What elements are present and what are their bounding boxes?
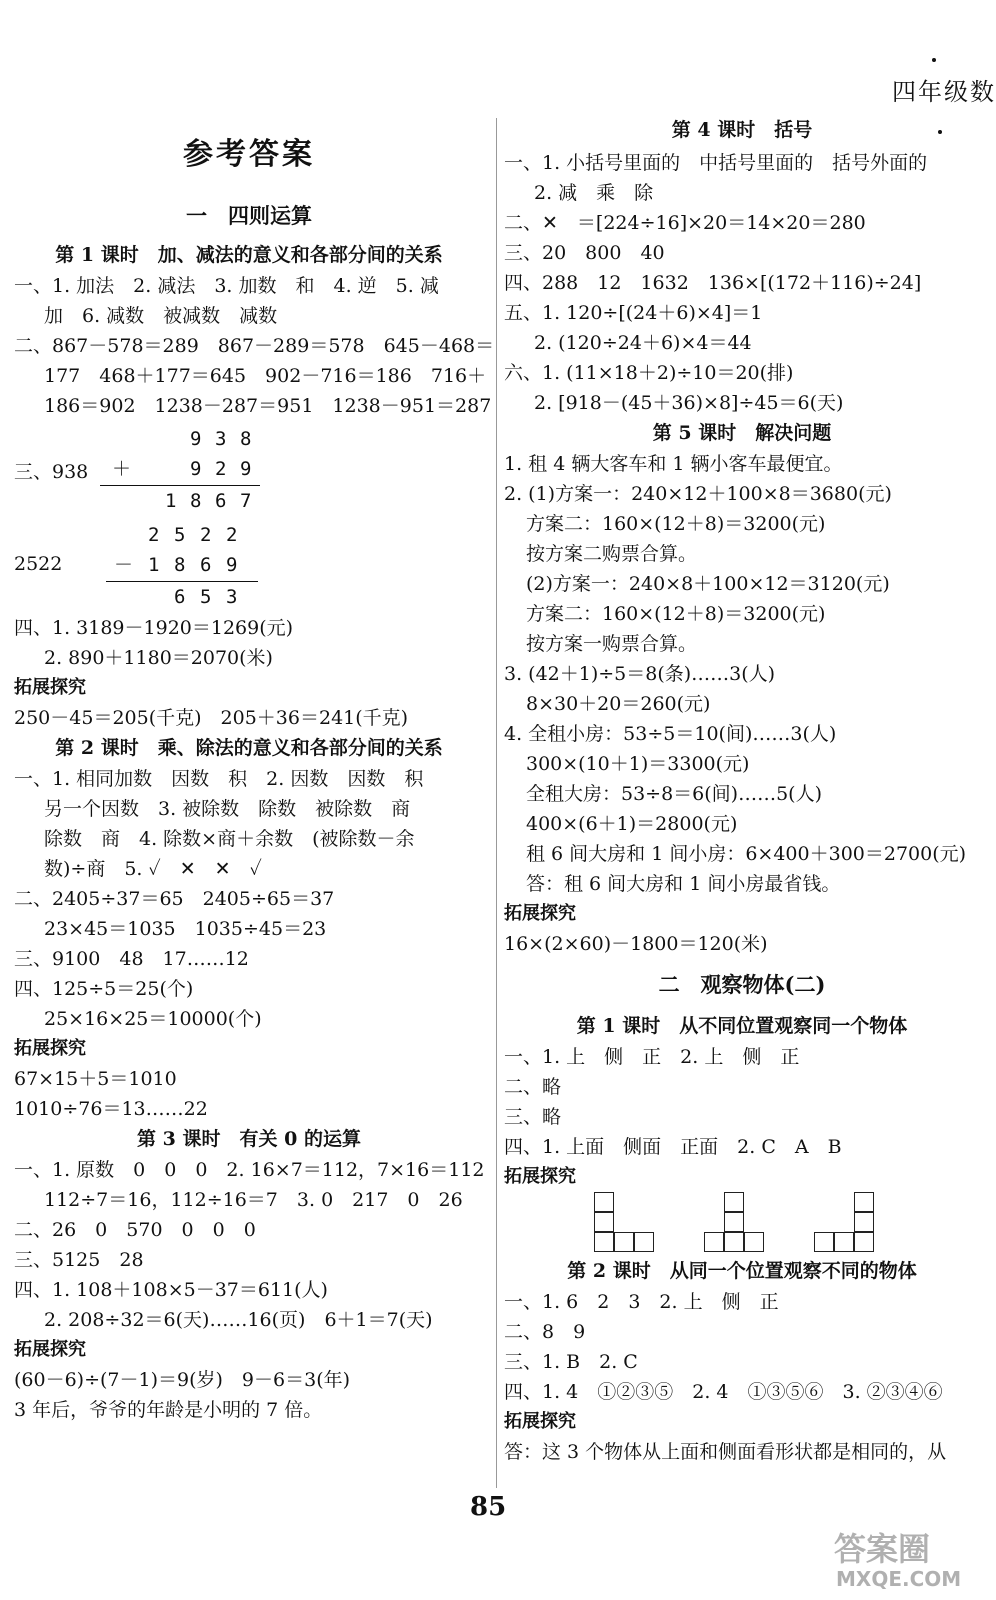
watermark-url: MXQE.COM <box>836 1567 962 1591</box>
digit: 8 <box>174 554 186 576</box>
digit: 5 <box>174 524 186 546</box>
answer-line: 一、1. 加法 2. 减法 3. 加数 和 4. 逆 5. 减 <box>14 275 439 297</box>
operator: ＋ <box>112 458 132 480</box>
answer-line: 250－45＝205(千克) 205＋36＝241(千克) <box>14 707 409 729</box>
lesson-title: 第 1 课时 加、减法的意义和各部分间的关系 <box>55 244 443 266</box>
digit: 8 <box>190 490 202 512</box>
answer-line: 25×16×25＝10000(个) <box>44 1008 262 1030</box>
digit: 2 <box>148 524 160 546</box>
extension-heading: 拓展探究 <box>504 1411 576 1432</box>
watermark-logo <box>830 1522 980 1592</box>
section-heading-1: 一 四则运算 <box>186 203 312 228</box>
block-views-figure <box>504 1192 980 1256</box>
answer-line: 二、867－578＝289 867－289＝578 645－468＝ <box>14 335 495 357</box>
answer-line: 三、略 <box>504 1106 562 1128</box>
column-divider <box>496 118 497 1488</box>
digit: 2 <box>200 524 212 546</box>
answer-line: 二、26 0 570 0 0 0 <box>14 1219 256 1241</box>
answer-line: 加 6. 减数 被减数 减数 <box>44 305 278 327</box>
answer-line: 2. 890＋1180＝2070(米) <box>44 647 273 669</box>
digit: 8 <box>240 428 252 450</box>
answer-line: 4. 全租小房：53÷5＝10(间)……3(人) <box>504 723 837 745</box>
answer-line: 2. [918－(45＋36)×8]÷45＝6(天) <box>534 392 844 414</box>
vertical-addition <box>14 421 484 517</box>
extension-heading: 拓展探究 <box>504 903 576 924</box>
answer-line: 按方案二购票合算。 <box>526 543 698 565</box>
answer-line: 四、1. 3189－1920＝1269(元) <box>14 617 294 639</box>
answer-line: 三、1. B 2. C <box>504 1351 638 1373</box>
digit: 9 <box>240 458 252 480</box>
digit: 9 <box>190 458 202 480</box>
digit: 3 <box>215 428 227 450</box>
answer-line: (60－6)÷(7－1)＝9(岁) 9－6＝3(年) <box>14 1369 351 1391</box>
answer-line: 一、1. 上 侧 正 2. 上 侧 正 <box>504 1046 800 1068</box>
cube-square <box>854 1232 874 1252</box>
answer-line: 3 年后，爷爷的年龄是小明的 7 倍。 <box>14 1399 323 1421</box>
answer-line: 另一个因数 3. 被除数 除数 被除数 商 <box>44 798 411 820</box>
grade-header: 四年级数 <box>892 78 996 106</box>
digit: 3 <box>226 586 238 608</box>
answer-line: 3. (42＋1)÷5＝8(条)……3(人) <box>504 663 776 685</box>
cube-square <box>724 1192 744 1212</box>
answer-line: 四、1. 上面 侧面 正面 2. C A B <box>504 1136 842 1158</box>
answer-line: 400×(6＋1)＝2800(元) <box>526 813 738 835</box>
section-heading-2: 二 观察物体(二) <box>658 972 826 997</box>
answer-line: 答：租 6 间大房和 1 间小房最省钱。 <box>526 873 841 895</box>
calc-rule <box>106 581 258 582</box>
digit: 9 <box>226 554 238 576</box>
extension-heading: 拓展探究 <box>504 1166 576 1187</box>
answer-line: 四、288 12 1632 136×[(172＋116)÷24] <box>504 272 922 294</box>
answer-line: 二、✕ ＝[224÷16]×20＝14×20＝280 <box>504 212 866 234</box>
answer-line: 四、125÷5＝25(个) <box>14 978 194 1000</box>
lesson-title: 第 4 课时 括号 <box>671 119 813 141</box>
left-column <box>14 118 495 1425</box>
answer-line: 300×(10＋1)＝3300(元) <box>526 753 750 775</box>
cube-square <box>614 1232 634 1252</box>
cube-square <box>834 1232 854 1252</box>
answer-line: 五、1. 120÷[(24＋6)×4]＝1 <box>504 302 763 324</box>
answer-line: 1010÷76＝13……22 <box>14 1098 208 1120</box>
lesson-title: 第 1 课时 从不同位置观察同一个物体 <box>576 1015 908 1037</box>
digit: 5 <box>200 586 212 608</box>
right-column <box>504 118 980 1467</box>
lesson-title: 第 2 课时 乘、除法的意义和各部分间的关系 <box>55 737 443 759</box>
digit: 1 <box>148 554 160 576</box>
operator: － <box>114 554 134 576</box>
cube-square <box>704 1232 724 1252</box>
cube-square <box>814 1232 834 1252</box>
extension-heading: 拓展探究 <box>14 1339 86 1360</box>
calc-prefix: 2522 <box>14 553 63 575</box>
answer-line: 按方案一购票合算。 <box>526 633 698 655</box>
answer-line: 16×(2×60)－1800＝120(米) <box>504 933 768 955</box>
answer-line: 23×45＝1035 1035÷45＝23 <box>44 918 327 940</box>
calc-prefix: 三、938 <box>14 461 89 483</box>
answer-line: 四、1. 108＋108×5－37＝611(人) <box>14 1279 328 1301</box>
cube-square <box>854 1212 874 1232</box>
answer-line: 二、8 9 <box>504 1321 586 1343</box>
answer-line: 一、1. 6 2 3 2. 上 侧 正 <box>504 1291 779 1313</box>
cube-square <box>854 1192 874 1212</box>
cube-square <box>724 1232 744 1252</box>
vertical-subtraction <box>14 517 484 613</box>
answer-line: 二、略 <box>504 1076 562 1098</box>
cube-square <box>594 1232 614 1252</box>
cube-square <box>594 1192 614 1212</box>
digit: 6 <box>200 554 212 576</box>
answer-line: 全租大房：53÷8＝6(间)……5(人) <box>526 783 823 805</box>
answer-line: 186＝902 1238－287＝951 1238－951＝287 <box>44 395 492 417</box>
answer-line: 六、1. (11×18＋2)÷10＝20(排) <box>504 362 794 384</box>
lesson-title: 第 5 课时 解决问题 <box>652 422 832 444</box>
cube-square <box>594 1212 614 1232</box>
answer-line: 方案二：160×(12＋8)＝3200(元) <box>526 513 826 535</box>
answer-line: 67×15＋5＝1010 <box>14 1068 177 1090</box>
extension-heading: 拓展探究 <box>14 677 86 698</box>
answer-line: 三、20 800 40 <box>504 242 665 264</box>
extension-heading: 拓展探究 <box>14 1038 86 1059</box>
answer-line: 一、1. 原数 0 0 0 2. 16×7＝112，7×16＝112 <box>14 1159 485 1181</box>
calc-rule <box>100 485 260 486</box>
answer-line: 除数 商 4. 除数×商＋余数 (被除数－余 <box>44 828 415 850</box>
watermark-text: 答案圈 <box>834 1530 931 1568</box>
answer-line: 二、2405÷37＝65 2405÷65＝37 <box>14 888 335 910</box>
answer-line: 数)÷商 5. ✓ ✕ ✕ ✓ <box>44 858 262 880</box>
answer-line: 一、1. 相同加数 因数 积 2. 因数 因数 积 <box>14 768 424 790</box>
decor-dot <box>932 58 936 62</box>
digit: 7 <box>240 490 252 512</box>
answer-line: 2. (1)方案一：240×12＋100×8＝3680(元) <box>504 483 892 505</box>
answer-line: 三、5125 28 <box>14 1249 144 1271</box>
answer-line: 1. 租 4 辆大客车和 1 辆小客车最便宜。 <box>504 453 843 475</box>
answer-line: 方案二：160×(12＋8)＝3200(元) <box>526 603 826 625</box>
lesson-title: 第 3 课时 有关 0 的运算 <box>137 1128 361 1150</box>
cube-square <box>724 1212 744 1232</box>
answer-line: 2. 减 乘 除 <box>534 182 654 204</box>
answer-line: 2. (120÷24＋6)×4＝44 <box>534 332 752 354</box>
answer-line: 一、1. 小括号里面的 中括号里面的 括号外面的 <box>504 152 928 174</box>
answer-line: 8×30＋20＝260(元) <box>526 693 711 715</box>
answer-line: 177 468＋177＝645 902－716＝186 716＋ <box>44 365 487 387</box>
answer-line: 112÷7＝16，112÷16＝7 3. 0 217 0 26 <box>44 1189 463 1211</box>
answer-line: 租 6 间大房和 1 间小房：6×400＋300＝2700(元) <box>526 843 967 865</box>
digit: 1 <box>165 490 177 512</box>
cube-square <box>634 1232 654 1252</box>
lesson-title: 第 2 课时 从同一个位置观察不同的物体 <box>567 1260 917 1282</box>
answer-line: 2. 208÷32＝6(天)……16(页) 6＋1＝7(天) <box>44 1309 433 1331</box>
page-number: 85 <box>470 1492 507 1522</box>
answer-line: (2)方案一：240×8＋100×12＝3120(元) <box>526 573 890 595</box>
answer-line: 四、1. 4 ①②③⑤ 2. 4 ①③⑤⑥ 3. ②③④⑥ <box>504 1381 943 1403</box>
digit: 6 <box>215 490 227 512</box>
digit: 6 <box>174 586 186 608</box>
answer-line: 答：这 3 个物体从上面和侧面看形状都是相同的，从 <box>504 1441 947 1463</box>
digit: 2 <box>226 524 238 546</box>
cube-square <box>744 1232 764 1252</box>
page-title: 参考答案 <box>183 137 315 172</box>
answer-line: 三、9100 48 17……12 <box>14 948 249 970</box>
digit: 9 <box>190 428 202 450</box>
digit: 2 <box>215 458 227 480</box>
